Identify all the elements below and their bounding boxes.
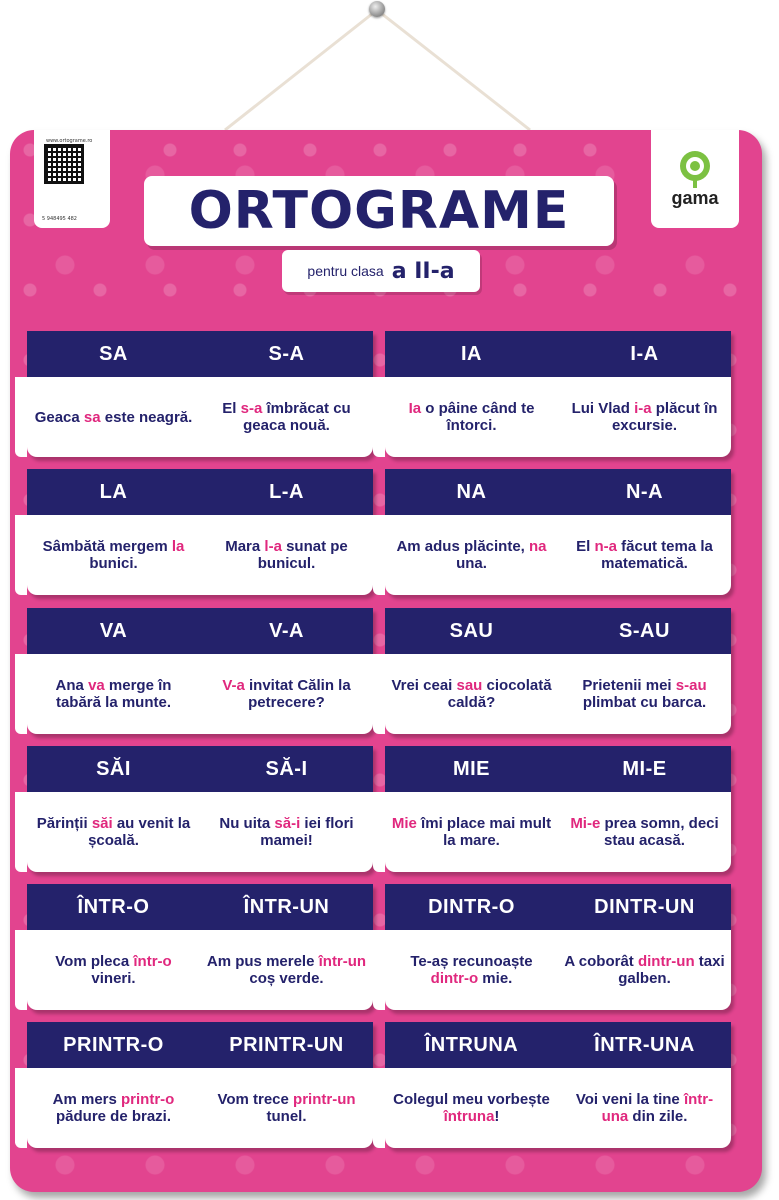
card-header <box>27 608 373 654</box>
ortogram-card <box>385 331 731 457</box>
card-header <box>27 884 373 930</box>
highlighted-word: n-a <box>594 538 617 555</box>
sentence-pre: Am mers <box>52 1091 122 1108</box>
example-sentence-left <box>27 953 200 987</box>
card-word-left: VA <box>99 620 128 642</box>
card-side-tab <box>15 930 27 1010</box>
card-body <box>27 1068 373 1148</box>
sentence-pre: Lui Vlad <box>571 400 635 417</box>
card-header <box>385 1022 731 1068</box>
example-sentence-right <box>200 815 373 849</box>
card-body <box>385 377 731 457</box>
card-word-left: PRINTR-O <box>63 1034 164 1056</box>
highlighted-word: dintr-un <box>637 953 695 970</box>
sentence-post: iei flori mamei! <box>260 815 354 849</box>
sentence-pre: Sâmbătă mergem <box>42 538 172 555</box>
sentence-post: din zile. <box>628 1108 688 1125</box>
sentence-post: taxi galben. <box>618 953 725 987</box>
sentence-post: mie. <box>478 970 513 987</box>
ortogram-card <box>27 469 373 595</box>
sentence-pre: El <box>576 538 595 555</box>
page-title: ORTOGRAME <box>188 181 570 241</box>
card-word-right: V-A <box>269 620 304 642</box>
highlighted-word: i-a <box>634 400 652 417</box>
highlighted-word: na <box>529 538 547 555</box>
card-body <box>27 930 373 1010</box>
card-word-left: ÎNTR-O <box>77 896 150 918</box>
card-word-left: NA <box>456 481 487 503</box>
card-word-left: SAU <box>449 620 494 642</box>
example-sentence-left <box>385 677 558 711</box>
example-sentence-right <box>200 677 373 711</box>
highlighted-word: va <box>88 677 105 694</box>
card-side-tab <box>373 1068 385 1148</box>
sentence-post: coș verde. <box>249 970 324 987</box>
example-sentence-left <box>27 1091 200 1125</box>
card-word-right: MI-E <box>622 758 667 780</box>
sentence-pre: Am adus plăcinte, <box>396 538 530 555</box>
example-sentence-right <box>200 953 373 987</box>
card-word-right: N-A <box>625 481 664 503</box>
sentence-pre: Colegul meu vorbește <box>393 1091 550 1108</box>
card-header <box>385 746 731 792</box>
card-word-left: SĂI <box>96 758 131 780</box>
sentence-pre: Nu uita <box>219 815 275 832</box>
card-side-tab <box>15 377 27 457</box>
example-sentence-left <box>385 953 558 987</box>
card-word-right: PRINTR-UN <box>229 1034 344 1056</box>
nail-icon <box>369 1 385 17</box>
example-sentence-right <box>558 538 731 572</box>
card-word-right: ÎNTR-UN <box>243 896 330 918</box>
sentence-pre: Ana <box>55 677 89 694</box>
ortogram-card <box>27 331 373 457</box>
highlighted-word: Ia <box>408 400 422 417</box>
card-header <box>27 746 373 792</box>
ortogram-card <box>27 608 373 734</box>
sentence-post: îmbrăcat cu geaca nouă. <box>243 400 351 434</box>
card-side-tab <box>15 1068 27 1148</box>
card-body <box>27 515 373 595</box>
highlighted-word: printr-o <box>121 1091 175 1108</box>
card-body <box>27 377 373 457</box>
card-side-tab <box>15 654 27 734</box>
card-body <box>385 930 731 1010</box>
highlighted-word: într-o <box>133 953 172 970</box>
barcode-number: 5 948495 482 <box>42 216 77 222</box>
card-body <box>385 792 731 872</box>
sentence-post: plimbat cu barca. <box>582 694 707 711</box>
card-body <box>27 792 373 872</box>
example-sentence-right <box>558 815 731 849</box>
title-banner <box>144 176 614 246</box>
example-sentence-left <box>385 815 558 849</box>
sentence-pre: Am pus merele <box>206 953 319 970</box>
sentence-post: îmi place mai mult la mare. <box>416 815 552 849</box>
card-side-tab <box>373 930 385 1010</box>
highlighted-word: printr-un <box>293 1091 356 1108</box>
card-word-left: IA <box>461 343 482 365</box>
sentence-pre: A coborât <box>564 953 638 970</box>
sentence-post: ! <box>494 1108 500 1125</box>
subtitle-grade: a II-a <box>391 258 455 284</box>
example-sentence-left <box>385 538 558 572</box>
card-header <box>385 884 731 930</box>
sentence-post: merge în tabără la munte. <box>55 677 172 711</box>
card-side-tab <box>373 515 385 595</box>
sentence-post: una. <box>456 555 487 572</box>
sentence-pre: Prietenii mei <box>582 677 676 694</box>
sentence-pre: Vom pleca <box>55 953 134 970</box>
card-header <box>27 331 373 377</box>
card-word-right: L-A <box>269 481 304 503</box>
example-sentence-right <box>558 1091 731 1125</box>
qr-code-icon <box>46 146 82 182</box>
highlighted-word: sa <box>83 408 101 426</box>
card-header <box>27 469 373 515</box>
card-side-tab <box>373 377 385 457</box>
card-header <box>385 469 731 515</box>
ortogram-card <box>385 608 731 734</box>
sentence-pre: Vom trece <box>217 1091 294 1108</box>
ortogram-card <box>27 746 373 872</box>
highlighted-word: întruna <box>443 1108 495 1125</box>
card-word-right: I-A <box>630 343 659 365</box>
subtitle-banner <box>282 250 480 292</box>
sentence-post: este neagră. <box>100 408 193 426</box>
card-body <box>27 654 373 734</box>
tree-logo-icon <box>673 150 717 188</box>
sentence-post: sunat pe bunicul. <box>257 538 348 572</box>
card-word-right: S-AU <box>619 620 670 642</box>
highlighted-word: săi <box>91 815 113 832</box>
sentence-post: au venit la școală. <box>88 815 191 849</box>
sentence-pre: Te-aș recunoaște <box>410 953 533 970</box>
highlighted-word: sau <box>456 677 483 694</box>
sentence-post: făcut tema la matematică. <box>601 538 713 572</box>
card-word-left: MIE <box>452 758 491 780</box>
card-word-left: ÎNTRUNA <box>424 1034 519 1056</box>
highlighted-word: Mi-e <box>570 815 601 832</box>
qr-tab <box>34 130 110 228</box>
subtitle-small: pentru clasa <box>307 263 384 279</box>
sentence-pre: Mara <box>225 538 265 555</box>
hanging-rope <box>0 0 779 140</box>
card-header <box>385 608 731 654</box>
card-side-tab <box>15 515 27 595</box>
highlighted-word: să-i <box>274 815 301 832</box>
sentence-pre: El <box>222 400 241 417</box>
card-word-right: S-A <box>268 343 305 365</box>
qr-url: www.ortograme.ro <box>46 138 93 144</box>
example-sentence-left <box>27 409 200 426</box>
card-header <box>385 331 731 377</box>
ortogram-card <box>27 1022 373 1148</box>
example-sentence-left <box>27 677 200 711</box>
sentence-post: bunici. <box>89 555 138 572</box>
sentence-post: vineri. <box>91 970 136 987</box>
ortogram-card <box>27 884 373 1010</box>
card-side-tab <box>15 792 27 872</box>
card-side-tab <box>373 792 385 872</box>
card-word-right: SĂ-I <box>265 758 308 780</box>
highlighted-word: la <box>171 538 185 555</box>
card-word-left: LA <box>99 481 128 503</box>
card-header <box>27 1022 373 1068</box>
highlighted-word: V-a <box>222 677 245 694</box>
sentence-pre: Vrei ceai <box>391 677 457 694</box>
card-word-left: SA <box>99 343 128 365</box>
sentence-post: prea somn, deci stau acasă. <box>600 815 719 849</box>
example-sentence-right <box>200 400 373 434</box>
example-sentence-left <box>385 400 558 434</box>
card-body <box>385 1068 731 1148</box>
example-sentence-left <box>27 538 200 572</box>
highlighted-word: într-una <box>601 1091 714 1125</box>
example-sentence-right <box>558 953 731 987</box>
sentence-pre: Voi veni la tine <box>575 1091 684 1108</box>
card-body <box>385 654 731 734</box>
example-sentence-right <box>558 677 731 711</box>
card-word-right: ÎNTR-UNA <box>594 1034 695 1056</box>
sentence-post: ciocolată caldă? <box>447 677 552 711</box>
example-sentence-left <box>385 1091 558 1125</box>
card-word-left: DINTR-O <box>428 896 515 918</box>
brand-tab <box>651 130 739 228</box>
example-sentence-left <box>27 815 200 849</box>
sentence-post: invitat Călin la petrecere? <box>244 677 351 711</box>
card-word-right: DINTR-UN <box>594 896 695 918</box>
example-sentence-right <box>200 1091 373 1125</box>
example-sentence-right <box>200 538 373 572</box>
sentence-pre: Părinții <box>36 815 92 832</box>
card-body <box>385 515 731 595</box>
sentence-post: pădure de brazi. <box>55 1108 172 1125</box>
ortogram-card <box>385 469 731 595</box>
ortogram-card <box>385 1022 731 1148</box>
sentence-post: tunel. <box>266 1108 307 1125</box>
sentence-pre: Geaca <box>34 408 84 426</box>
highlighted-word: s-a <box>240 400 263 417</box>
ortogram-card <box>385 746 731 872</box>
highlighted-word: s-au <box>675 677 707 694</box>
highlighted-word: dintr-o <box>430 970 479 987</box>
example-sentence-right <box>558 400 731 434</box>
highlighted-word: într-un <box>318 953 367 970</box>
card-side-tab <box>373 654 385 734</box>
sentence-post: o pâine când te întorci. <box>421 400 535 434</box>
highlighted-word: l-a <box>264 538 282 555</box>
highlighted-word: Mie <box>391 815 417 832</box>
sentence-post: plăcut în excursie. <box>611 400 718 434</box>
ortogram-card <box>385 884 731 1010</box>
brand-name: gama <box>671 188 719 208</box>
